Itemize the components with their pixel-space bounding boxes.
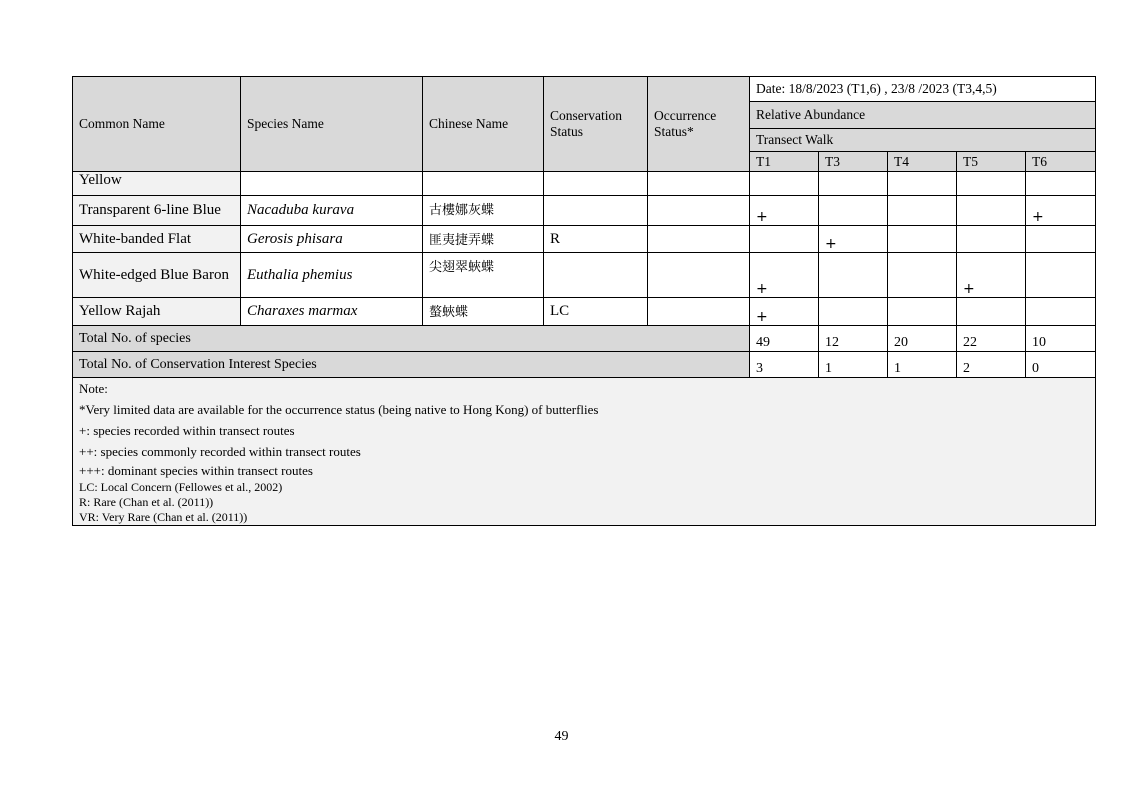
chinese-name-cell: 尖翅翠蛺蝶 [423, 253, 544, 298]
t1-cell: + [750, 298, 819, 326]
header-common-name: Common Name [73, 77, 241, 172]
common-name-cell: White-banded Flat [73, 226, 241, 253]
note-line-small: R: Rare (Chan et al. (2011)) [79, 495, 214, 509]
t5-cell [957, 196, 1026, 226]
t4-cell [888, 298, 957, 326]
t6-cell [1026, 298, 1096, 326]
t1-cell [750, 226, 819, 253]
note-line-small: VR: Very Rare (Chan et al. (2011)) [79, 510, 248, 524]
table-row [73, 226, 1096, 253]
total-conservation-t1: 3 [750, 352, 819, 378]
note-line: +: species recorded within transect routes [79, 423, 295, 438]
t5-cell [957, 298, 1026, 326]
total-species-label: Total No. of species [73, 326, 750, 352]
header-conservation-status: Conservation Status [544, 77, 648, 172]
t4-cell [888, 226, 957, 253]
t6-cell: + [1026, 196, 1096, 226]
species-name-cell: Euthalia phemius [241, 253, 423, 298]
table-row [73, 172, 1096, 196]
total-conservation-t4: 1 [888, 352, 957, 378]
t4-cell [888, 196, 957, 226]
total-conservation-t6: 0 [1026, 352, 1096, 378]
note-line: *Very limited data are available for the occurrence status (being native to Hong Kong) of butterflies [79, 402, 599, 417]
header-relative-abundance: Relative Abundance [750, 102, 1096, 129]
conservation-cell [544, 196, 648, 226]
common-name-cell: Yellow Rajah [73, 298, 241, 326]
chinese-name-cell: 匪夷捷弄蝶 [423, 226, 544, 253]
occurrence-cell [648, 298, 750, 326]
common-name-cell: White-edged Blue Baron [73, 253, 241, 298]
notes-row [73, 378, 1096, 526]
t1-cell: + [750, 253, 819, 298]
species-name-cell [241, 172, 423, 196]
t3-cell [819, 196, 888, 226]
header-species-name: Species Name [241, 77, 423, 172]
header-row [73, 77, 1096, 102]
total-conservation-t5: 2 [957, 352, 1026, 378]
t4-cell [888, 172, 957, 196]
occurrence-cell [648, 226, 750, 253]
chinese-name-cell: 螯蛺蝶 [423, 298, 544, 326]
total-species-row [73, 326, 1096, 352]
t3-cell [819, 298, 888, 326]
header-occurrence-status: Occurrence Status* [648, 77, 750, 172]
t3-cell [819, 253, 888, 298]
total-conservation-label: Total No. of Conservation Interest Species [73, 352, 750, 378]
header-t6: T6 [1026, 152, 1096, 172]
species-name-cell: Nacaduba kurava [241, 196, 423, 226]
header-t5: T5 [957, 152, 1026, 172]
chinese-name-cell: 古樓娜灰蝶 [423, 196, 544, 226]
total-species-t1: 49 [750, 326, 819, 352]
total-species-t5: 22 [957, 326, 1026, 352]
header-t1: T1 [750, 152, 819, 172]
t1-cell [750, 172, 819, 196]
page-number: 49 [554, 729, 569, 744]
table-row [73, 196, 1096, 226]
total-species-t6: 10 [1026, 326, 1096, 352]
t6-cell [1026, 253, 1096, 298]
common-name-cell: Yellow [73, 172, 241, 196]
species-name-cell: Charaxes marmax [241, 298, 423, 326]
table-row [73, 298, 1096, 326]
conservation-cell: R [544, 226, 648, 253]
occurrence-cell [648, 172, 750, 196]
total-species-t4: 20 [888, 326, 957, 352]
species-name-cell: Gerosis phisara [241, 226, 423, 253]
t5-cell [957, 226, 1026, 253]
common-name-cell: Transparent 6-line Blue [73, 196, 241, 226]
t5-cell [957, 172, 1026, 196]
t6-cell [1026, 172, 1096, 196]
note-line-small: LC: Local Concern (Fellowes et al., 2002) [79, 480, 283, 494]
occurrence-cell [648, 196, 750, 226]
notes-title: Note: [79, 381, 108, 396]
conservation-cell [544, 253, 648, 298]
header-t3: T3 [819, 152, 888, 172]
note-line: +++: dominant species within transect routes [79, 463, 313, 478]
table-row [73, 253, 1096, 298]
butterfly-survey-table [72, 76, 1096, 526]
t3-cell [819, 172, 888, 196]
note-line: ++: species commonly recorded within transect routes [79, 444, 361, 459]
occurrence-cell [648, 253, 750, 298]
header-transect-walk: Transect Walk [750, 129, 1096, 152]
total-species-t3: 12 [819, 326, 888, 352]
total-conservation-row [73, 352, 1096, 378]
header-chinese-name: Chinese Name [423, 77, 544, 172]
chinese-name-cell [423, 172, 544, 196]
t1-cell: + [750, 196, 819, 226]
conservation-cell [544, 172, 648, 196]
t5-cell: + [957, 253, 1026, 298]
notes-cell [73, 378, 1096, 526]
header-date: Date: 18/8/2023 (T1,6) , 23/8 /2023 (T3,4,5) [750, 77, 1096, 102]
t3-cell: + [819, 226, 888, 253]
conservation-cell: LC [544, 298, 648, 326]
total-conservation-t3: 1 [819, 352, 888, 378]
t6-cell [1026, 226, 1096, 253]
t4-cell [888, 253, 957, 298]
header-t4: T4 [888, 152, 957, 172]
